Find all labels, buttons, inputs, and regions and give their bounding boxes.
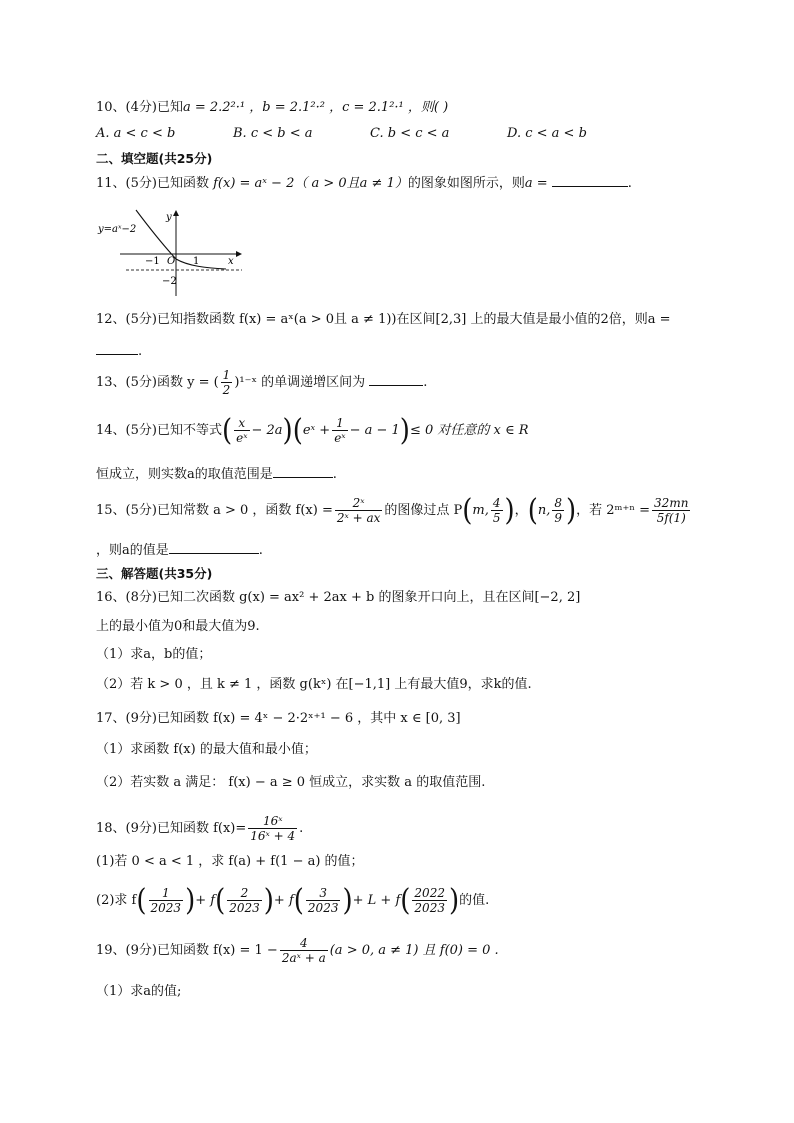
- q11-answer-blank: [552, 172, 628, 187]
- q18-t2-num: 2: [227, 886, 262, 901]
- q15-r-num: 32mn: [654, 496, 689, 510]
- q18-term-2: [227, 886, 262, 915]
- q18-t1-den: 2023: [150, 901, 182, 915]
- q15-label: 15、(5分)已知常数 a > 0 ，函数 f(x) =: [96, 503, 333, 518]
- q10-stem: [96, 99, 448, 117]
- q19-stem: [96, 934, 499, 968]
- x-axis-label: x: [228, 256, 234, 267]
- q18-paren-open-3: (: [293, 883, 304, 918]
- q18-paren-close-4: ): [448, 883, 460, 918]
- q18-t3-den: 2023: [307, 901, 339, 915]
- q13-frac-den: 2: [222, 383, 231, 397]
- q15-frac-q: [552, 496, 564, 525]
- q15-stem: [96, 494, 692, 528]
- tick-1-label: 1: [193, 256, 200, 267]
- q18-paren-open-4: (: [400, 883, 411, 918]
- q19-f-den: 2aˣ + a: [281, 951, 326, 965]
- q19-label: 19、(9分)已知函数 f(x) = 1 −: [96, 943, 278, 958]
- q15-p-num: 4: [492, 496, 501, 510]
- q18-part1: (1)若 0 < a < 1 ，求 f(a) + f(1 − a) 的值；: [96, 854, 364, 869]
- q19-f-num: 4: [280, 936, 328, 951]
- q14-frac-2: [332, 416, 347, 445]
- q18-part2-tail: 的值.: [459, 893, 490, 908]
- q11-function-graph: [96, 208, 246, 300]
- section-fill-in-title: 二、填空题(共25分): [96, 151, 213, 166]
- section-solve-title: 三、解答题(共35分): [96, 566, 213, 581]
- q18-stem: [96, 812, 303, 846]
- q18-t4-den: 2023: [414, 901, 445, 915]
- q15-q-num: 8: [554, 496, 562, 510]
- q18-term-4: [412, 886, 447, 915]
- q13-fraction: [221, 368, 233, 397]
- q11-text: 的图象如图所示，则: [407, 176, 525, 191]
- q12-stem: 12、(5分)已知指数函数 f(x) = aˣ(a > 0且 a ≠ 1))在区间[2,3] 上的最大值是最小值的2倍，则a =: [96, 312, 671, 327]
- q15-point-p-x: m,: [472, 503, 489, 518]
- q18-f-num: 16ˣ: [248, 814, 297, 829]
- tick-neg2-label: −2: [162, 276, 177, 287]
- q17-part2: （2）若实数 a 满足： f(x) − a ≥ 0 恒成立，求实数 a 的取值范围.: [96, 775, 486, 790]
- q15-text: ，则a的值是: [96, 543, 169, 558]
- q10-label: 10、(4分)已知: [96, 100, 183, 115]
- q12-answer-blank: [96, 340, 138, 355]
- q15-text-point: 的图像过点 P: [384, 503, 463, 518]
- q18-period: .: [299, 821, 304, 836]
- q15-frac-r: [652, 496, 690, 525]
- q18-part2-label: (2)求 f: [96, 893, 137, 908]
- q15-r-den: 5f(1): [656, 511, 686, 525]
- q18-f-den: 16ˣ + 4: [250, 829, 296, 843]
- q10-option-c: C. b < c < a: [370, 126, 450, 141]
- q10-expression: a = 2.2²·¹ ，b = 2.1²·² ，c = 2.1²·¹ ，则( ): [182, 100, 449, 115]
- q14-frac1-den: eˣ: [236, 431, 248, 445]
- q13-answer-blank: [369, 371, 423, 386]
- q15-q-den: 9: [554, 511, 562, 525]
- q18-part2: [96, 884, 489, 918]
- curve-label: y=aˣ−2: [98, 224, 137, 235]
- q14-line2: 恒成立，则实数a的取值范围是 .: [96, 463, 337, 484]
- q10-option-d: D. c < a < b: [507, 126, 587, 141]
- q15-paren-close-q: ): [566, 493, 577, 528]
- x-axis-arrow-icon: [236, 251, 242, 257]
- q11-expression: f(x) = aˣ − 2（ a > 0且a ≠ 1）: [213, 176, 408, 191]
- q14-term-1: − 2a: [251, 423, 283, 438]
- q15-paren-open-q: (: [527, 493, 538, 528]
- q11-label: 11、(5分)已知函数: [96, 176, 209, 191]
- q14-answer-blank: [273, 463, 333, 478]
- q10-option-a: A. a < c < b: [96, 126, 176, 141]
- q10-options: [96, 125, 644, 143]
- q15-paren-open-p: (: [462, 493, 473, 528]
- q14-frac2-den: eˣ: [334, 431, 346, 445]
- q18-term-1: [149, 886, 184, 915]
- q14-paren-close-1: ): [282, 413, 293, 448]
- q15-f-num: 2ˣ: [335, 496, 383, 511]
- q15-condition: ，若 2ᵐ⁺ⁿ =: [576, 503, 651, 518]
- q14-frac1-num: x: [234, 416, 249, 431]
- q18-t2-den: 2023: [229, 901, 260, 915]
- q13-text: )¹⁻ˣ 的单调递增区间为: [234, 375, 366, 390]
- q11-stem: 11、(5分)已知函数 f(x) = aˣ − 2（ a > 0且a ≠ 1）的图象如图所示，则a = .: [96, 172, 632, 193]
- q14-text: 恒成立，则实数a的取值范围是: [96, 467, 273, 482]
- q18-frac: [248, 814, 297, 843]
- q14-paren-open-2: (: [292, 413, 303, 448]
- q16-stem: 16、(8分)已知二次函数 g(x) = ax² + 2ax + b 的图象开口向上，且在区间[−2, 2]: [96, 590, 581, 605]
- q16-stem-line2: 上的最小值为0和最大值为9.: [96, 619, 260, 634]
- q15-frac-p: [491, 496, 503, 525]
- q19-condition: (a > 0, a ≠ 1) 且 f(0) = 0 .: [329, 943, 499, 958]
- q17-part1: （1）求函数 f(x) 的最大值和最小值；: [96, 742, 317, 757]
- q14-frac-1: [234, 416, 249, 445]
- tick-neg1-label: −1: [145, 256, 160, 267]
- q14-term-3: − a − 1: [349, 423, 400, 438]
- y-axis-arrow-icon: [173, 210, 179, 216]
- q18-paren-close-1: ): [185, 883, 196, 918]
- q18-paren-open-2: (: [215, 883, 226, 918]
- q14-condition: ≤ 0 对任意的 x ∈ R: [409, 423, 529, 438]
- q14-frac2-num: 1: [332, 416, 347, 431]
- q16-part2: （2）若 k > 0 ，且 k ≠ 1 ，函数 g(kˣ) 在[−1,1] 上有最大值9，求k的值.: [96, 677, 532, 692]
- q10-option-b: B. c < b < a: [233, 126, 313, 141]
- y-axis-label: y: [166, 212, 172, 223]
- q18-paren-close-2: ): [263, 883, 274, 918]
- q14-stem: [96, 414, 529, 448]
- q15-f-den: 2ˣ + ax: [336, 511, 381, 525]
- q18-t3-num: 3: [306, 886, 341, 901]
- q18-label: 18、(9分)已知函数 f(x)=: [96, 821, 247, 836]
- q13-stem: 13、(5分)函数 y = ( $\frac{1}{2}$ )¹⁻ˣ 的单调递增区间为 .: [96, 368, 428, 397]
- q17-stem: 17、(9分)已知函数 f(x) = 4ˣ − 2·2ˣ⁺¹ − 6 ，其中 x ∈ [0, 3]: [96, 711, 461, 726]
- q18-paren-open-1: (: [136, 883, 147, 918]
- q15-answer-blank: [169, 539, 259, 554]
- q11-answer-label: a =: [524, 176, 548, 191]
- q14-paren-open-1: (: [221, 413, 233, 448]
- q18-plus-1: + f: [195, 893, 216, 908]
- q15-p-den: 5: [492, 511, 501, 525]
- q15-frac-f: [335, 496, 383, 525]
- q15-comma: ，: [514, 503, 528, 518]
- q18-term-3: [306, 886, 341, 915]
- q18-ellipsis: + L + f: [352, 893, 401, 908]
- q15-point-q-x: n,: [537, 503, 551, 518]
- q14-term-2: eˣ +: [302, 423, 331, 438]
- q18-t4-num: 2022: [414, 886, 445, 900]
- q18-paren-close-3: ): [342, 883, 353, 918]
- q19-part1: （1）求a的值;: [96, 984, 182, 999]
- q18-t1-num: 1: [149, 886, 184, 901]
- origin-label: O: [167, 256, 176, 267]
- q19-frac: [280, 936, 328, 965]
- q13-frac-num: 1: [222, 368, 231, 382]
- q13-label: 13、(5分)函数 y = (: [96, 375, 219, 390]
- q15-paren-close-p: ): [504, 493, 515, 528]
- q16-part1: （1）求a，b的值；: [96, 647, 212, 662]
- q18-plus-2: + f: [273, 893, 294, 908]
- q12-answer: .: [96, 340, 142, 361]
- q14-paren-close-2: ): [399, 413, 410, 448]
- q15-line2: ，则a的值是 .: [96, 539, 263, 560]
- q14-label: 14、(5分)已知不等式: [96, 423, 222, 438]
